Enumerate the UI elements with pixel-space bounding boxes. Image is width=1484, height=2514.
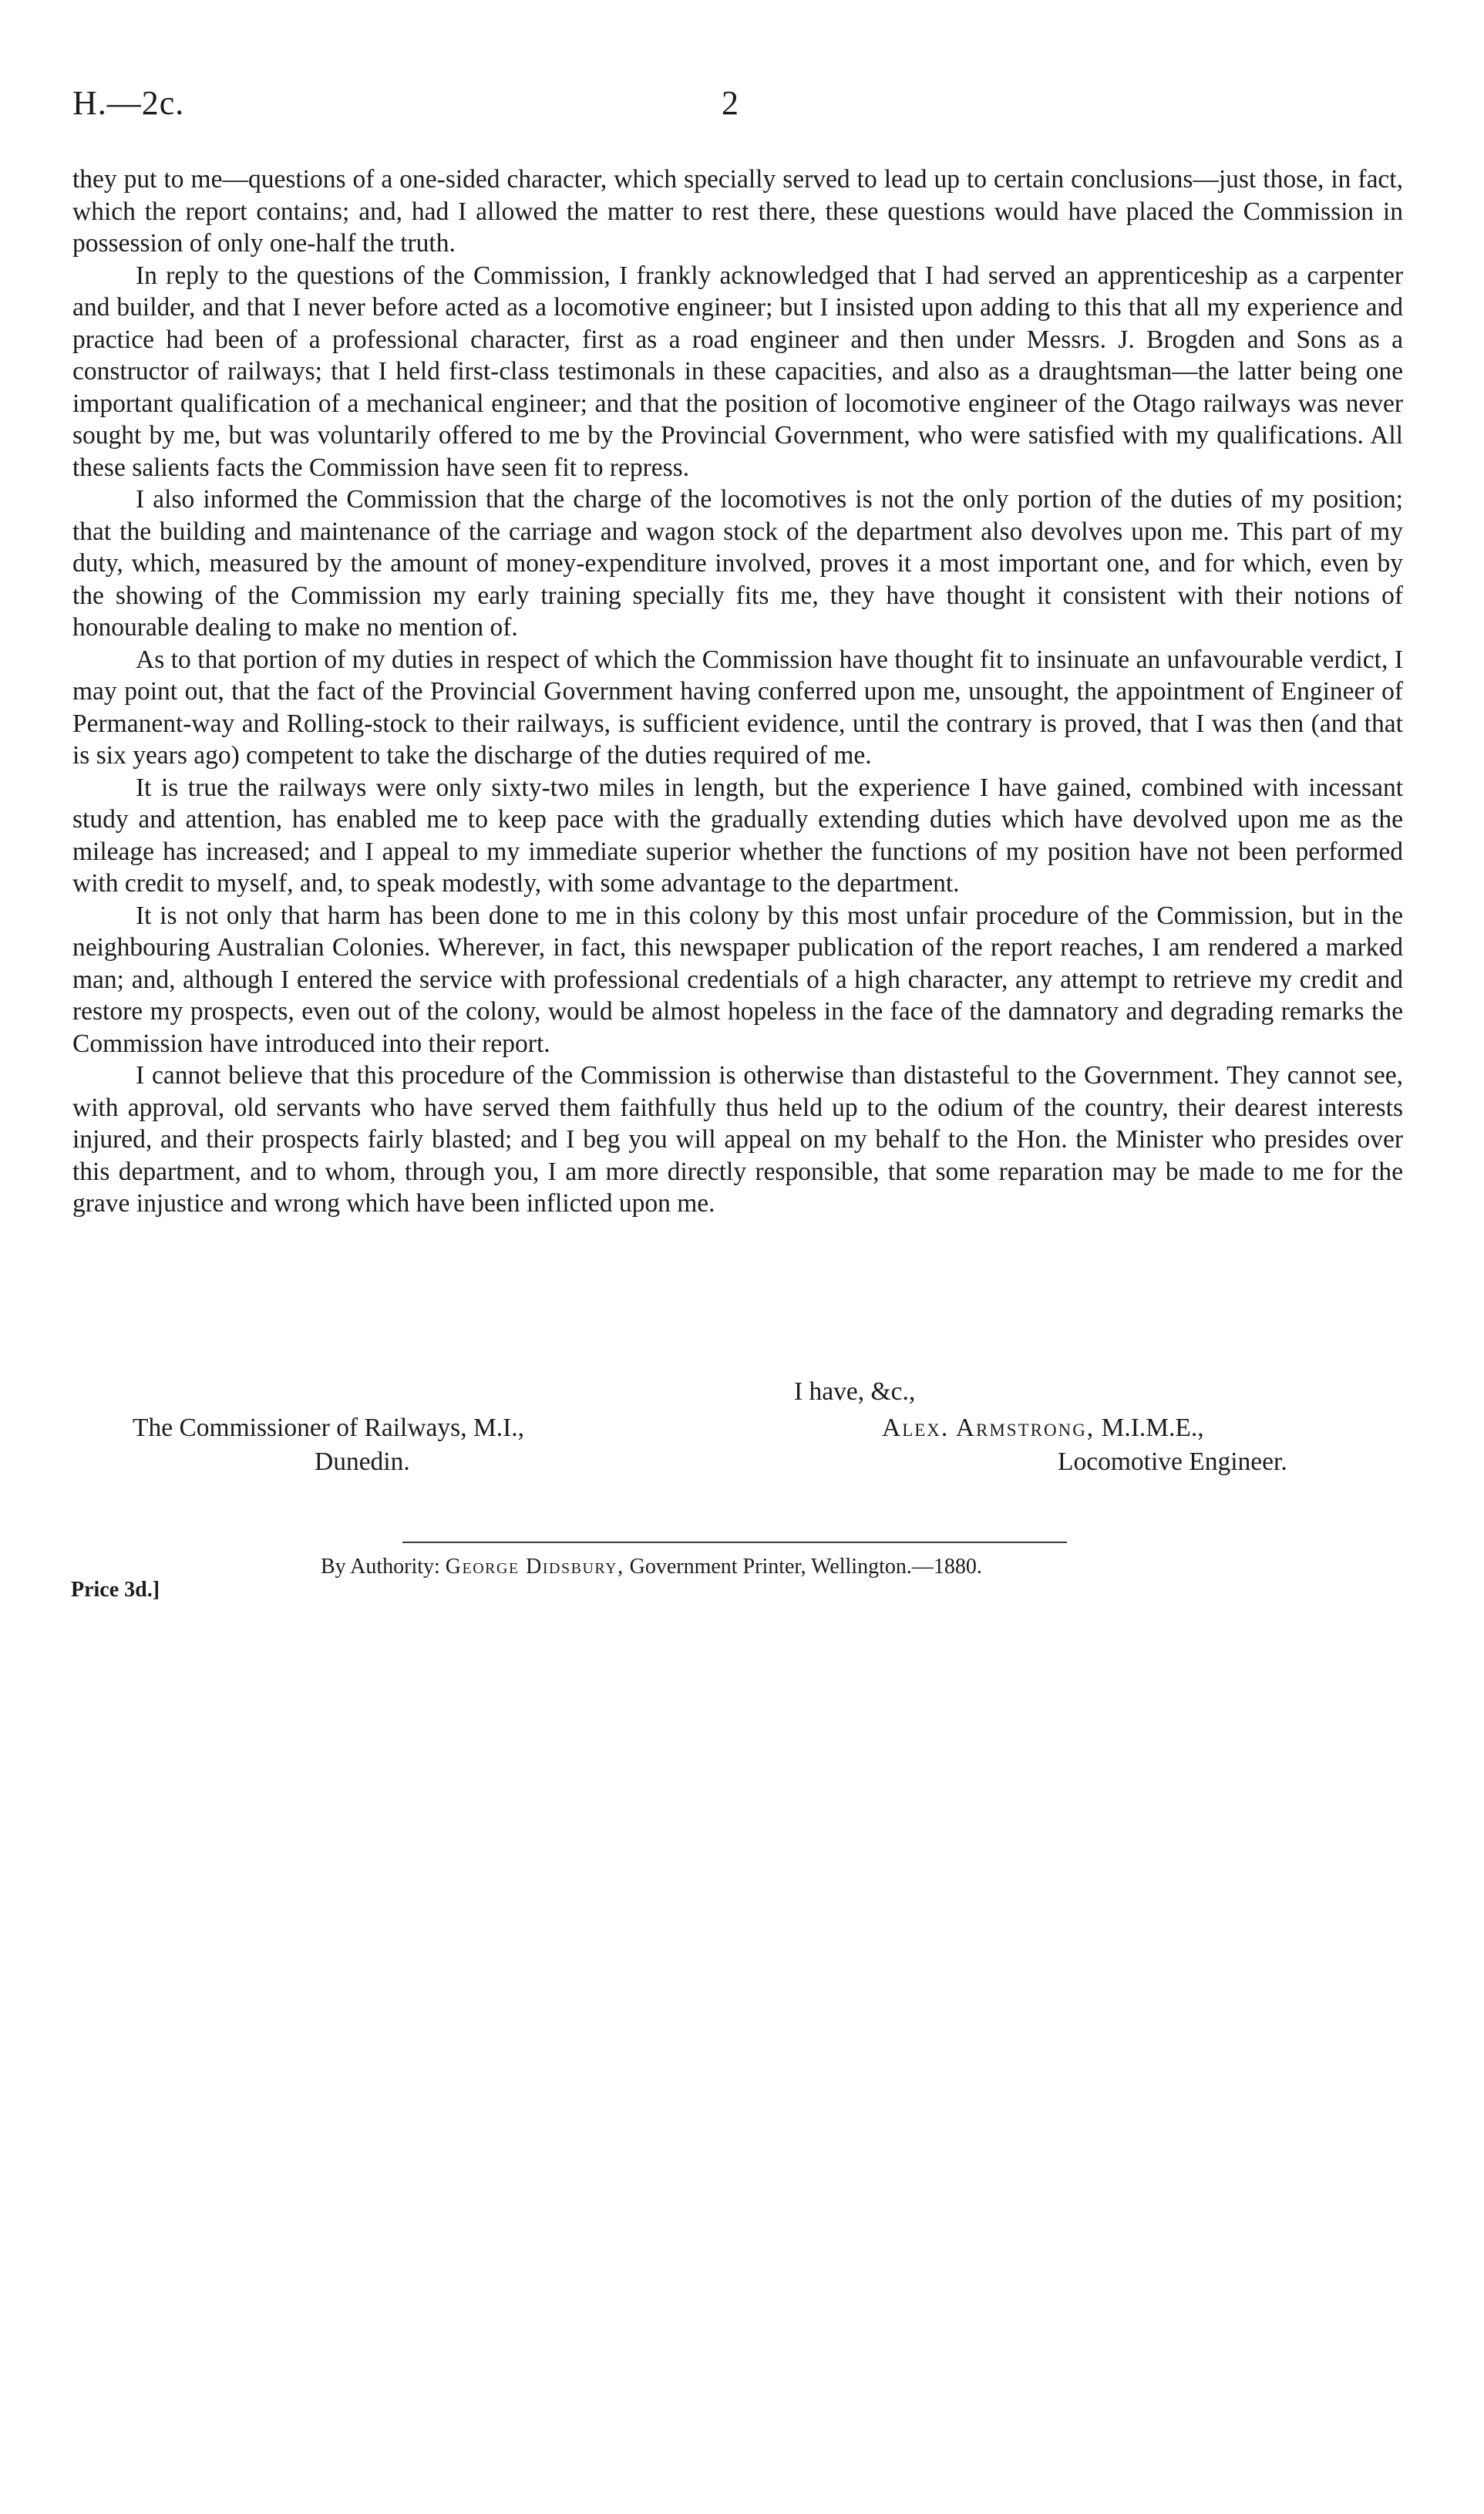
signatory-credentials: M.I.M.E., <box>1101 1414 1204 1442</box>
signatory-name: Alex. Armstrong, <box>882 1414 1095 1442</box>
paragraph-6: It is not only that harm has been done to me in this colony by this most unfair procedure of the Commission, but in the neighbouring Australian Colonies. Wherever, in fact, this newspaper publication of the report reaches, I am rendered a marked man; and, although I entered the service with professional credentials of a high character, any attempt to retrieve my credit and restore my prospects, even out of the colony, would be almost hopeless in the face of the damnatory and degrading remarks the Commission have introduced into their report. <box>72 901 1403 1058</box>
paragraph-2: In reply to the questions of the Commission, I frankly acknowledged that I had served an apprenticeship as a carpenter and builder, and that I never before acted as a locomotive engineer; but I insisted upon adding to this that all my experience and practice had been of a professional character, first as a road engineer and then under Messrs. J. Brogden and Sons as a constructor of railways; that I held first-class testimonals in these capacities, and also as a draughtsman—the latter being one important qualification of a mechanical engineer; and that the position of locomotive engineer of the Otago railways was never sought by me, but was voluntarily offered to me by the Provincial Government, who were satisfied with my qualifications. All these salients facts the Commission have seen fit to repress. <box>72 261 1403 482</box>
paragraph-4: As to that portion of my duties in respect of which the Commission have thought fit to insinuate an unfavourable verdict, I may point out, that the fact of the Provincial Government having conferred upon me, unsought, the appointment of Engineer of Permanent-way and Rolling-stock to their railways, is sufficient evidence, until the contrary is proved, that I was then (and that is six years ago) competent to take the discharge of the duties required of me. <box>72 645 1403 770</box>
letter-body <box>72 163 1403 1220</box>
price-label: Price 3d.] <box>71 1578 160 1602</box>
signatory-block <box>882 1411 1287 1479</box>
printer-name: George Didsbury, <box>445 1555 624 1579</box>
imprint-suffix: Government Printer, Wellington.—1880. <box>629 1555 982 1579</box>
paragraph-1: they put to me—questions of a one-sided character, which specially served to lead up to certain conclusions—just those, in fact, which the report contains; and, had I allowed the matter to rest there, these questions would have placed the Commission in possession of only one-half the truth. <box>72 165 1403 258</box>
document-reference: H.—2c. <box>72 84 185 122</box>
footer-divider <box>402 1542 1067 1543</box>
signatory-line <box>882 1411 1287 1445</box>
page-number: 2 <box>722 84 739 122</box>
paragraph-3: I also informed the Commission that the charge of the locomotives is not the only portion of the duties of my position; that the building and maintenance of the carriage and wagon stock of the department also devolves upon me. This part of my duty, which, measured by the amount of money-expenditure involved, proves it a most important one, and for which, even by the showing of the Commission my early training specially fits me, they have thought it consistent with their notions of honourable dealing to make no mention of. <box>72 485 1403 642</box>
sign-off: I have, &c., <box>794 1377 916 1406</box>
paragraph-5: It is true the railways were only sixty-two miles in length, but the experience I have gained, combined with incessant study and attention, has enabled me to keep pace with the gradually extending duties which have devolved upon me as the mileage has increased; and I appeal to my immediate superior whether the functions of my position have not been performed with credit to myself, and, to speak modestly, with some advantage to the department. <box>72 773 1403 898</box>
imprint-prefix: By Authority: <box>321 1555 440 1579</box>
addressee-block <box>133 1411 524 1479</box>
addressee-location: Dunedin. <box>315 1447 410 1476</box>
signatory-title: Locomotive Engineer. <box>1058 1447 1287 1476</box>
paragraph-7: I cannot believe that this procedure of the Commission is otherwise than distasteful to the Government. They cannot see, with approval, old servants who have served them faithfully thus held up to the odium of the country, their dearest interests injured, and their prospects fairly blasted; and I beg you will appeal on my behalf to the Hon. the Minister who presides over this department, and to whom, through you, I am more directly responsible, that some reparation may be made to me for the grave injustice and wrong which have been inflicted upon me. <box>72 1061 1403 1218</box>
printer-imprint <box>321 1555 982 1579</box>
addressee-name: The Commissioner of Railways, M.I., <box>133 1414 525 1442</box>
